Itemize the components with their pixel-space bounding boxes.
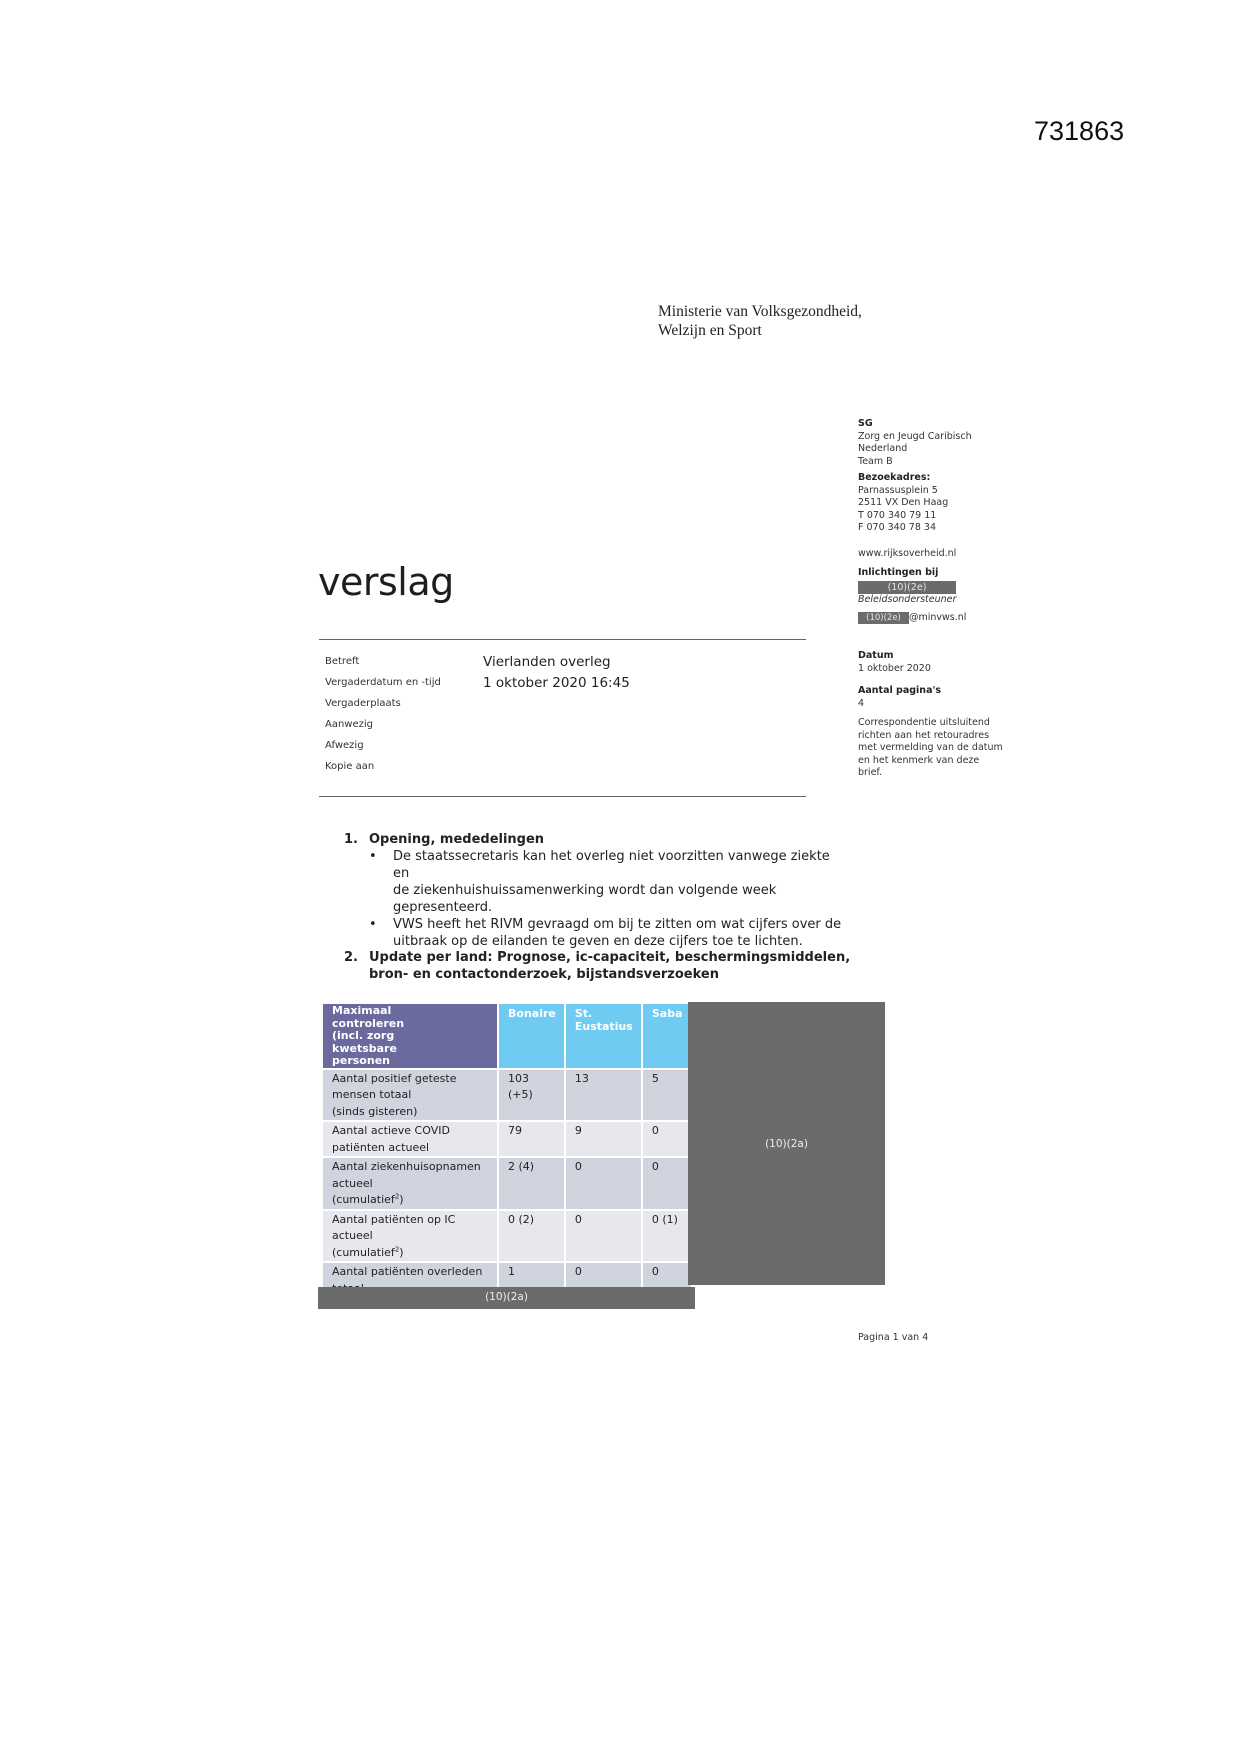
header-line: St. [574, 1007, 593, 1020]
cell-saba: 0 [642, 1262, 692, 1298]
note-line: met vermelding van de datum [858, 742, 1003, 754]
bullet-line: • VWS heeft het RIVM gevraagd om bij te zitten om wat cijfers over de [393, 917, 842, 932]
pages-heading: Aantal pagina's [858, 685, 942, 696]
label-line: Aantal positief geteste [332, 1071, 457, 1085]
meta-label-subject: Betreft [325, 656, 360, 667]
cell-bonaire: 103 (+5) [498, 1069, 565, 1122]
table-corner-header [322, 1003, 498, 1069]
meta-datetime: 1 oktober 2020 16:45 [483, 675, 630, 691]
cell-bonaire: 2 (4) [498, 1157, 565, 1210]
cell-st-eustatius: 0 [565, 1157, 642, 1210]
label-text: (cumulatief [332, 1193, 395, 1206]
section-number: 2. [344, 950, 358, 965]
label-line: actueel [332, 1229, 373, 1242]
org-line: Zorg en Jeugd Caribisch [858, 430, 972, 442]
bullet-list [369, 848, 849, 950]
document-number: 731863 [1034, 116, 1125, 146]
cell-bonaire: 79 [498, 1121, 565, 1157]
meta-label-copy: Kopie aan [325, 761, 375, 772]
row-label [322, 1121, 498, 1157]
cell-st-eustatius: 13 [565, 1069, 642, 1122]
divider [319, 639, 806, 640]
cell-saba: 0 [642, 1157, 692, 1210]
page-indicator: Pagina 1 van 4 [858, 1332, 929, 1343]
ministry-logo-text [658, 302, 862, 340]
label-line: Aantal actieve COVID [332, 1124, 450, 1137]
label-line: actueel [332, 1176, 373, 1190]
section-title-continued: bron- en contactonderzoek, bijstandsverzoeken [369, 967, 719, 982]
label-text: ) [399, 1193, 404, 1206]
section-heading [344, 949, 850, 983]
table-header-row [322, 1003, 692, 1069]
cell-st-eustatius: 0 [565, 1262, 642, 1298]
bullet-line: • De staatssecretaris kan het overleg niet voorzitten vanwege ziekte en [393, 849, 830, 881]
contact-name-redaction: (10)(2e) [858, 581, 956, 594]
column-header-st-eustatius [565, 1003, 642, 1069]
section-heading [344, 831, 544, 848]
visit-line: T 070 340 79 11 [858, 509, 937, 521]
header-line: kwetsbare [332, 1041, 397, 1055]
header-line: controleren [332, 1016, 405, 1030]
redaction-bar [318, 1287, 695, 1309]
redaction-code: (10)(2a) [485, 1291, 528, 1303]
label-text: ) [399, 1245, 404, 1259]
label-text: (cumulatief [332, 1245, 395, 1259]
sidebar-contact [858, 567, 966, 625]
redaction-block [688, 1002, 885, 1285]
org-line: Team B [858, 455, 893, 467]
email-redaction: (10)(2e) [858, 612, 909, 624]
header-line: (incl. zorg [332, 1029, 395, 1042]
meta-label-datetime: Vergaderdatum en -tijd [325, 677, 441, 688]
row-label [322, 1210, 498, 1263]
header-line: Maximaal [332, 1004, 392, 1017]
bullet-item [369, 916, 849, 950]
divider [319, 796, 806, 797]
header-line: personen [332, 1054, 390, 1067]
table-row [322, 1157, 692, 1210]
section-number: 1. [344, 832, 358, 847]
bullet-line: de ziekenhuishuissamenwerking wordt dan volgende week [393, 883, 777, 898]
cell-saba: 0 [642, 1121, 692, 1157]
label-line [332, 1192, 489, 1209]
contact-email [858, 612, 966, 625]
cell-bonaire: 0 (2) [498, 1210, 565, 1263]
info-heading: Inlichtingen bij [858, 567, 939, 578]
correspondence-note [858, 717, 1003, 780]
cell-st-eustatius: 9 [565, 1121, 642, 1157]
table-row [322, 1069, 692, 1122]
page-title: verslag [318, 560, 454, 604]
footnote-marker: 2 [394, 1244, 400, 1253]
note-line: brief. [858, 767, 883, 779]
label-line: patiënten actueel [332, 1140, 430, 1154]
website-link[interactable]: www.rijksoverheid.nl [858, 548, 957, 559]
bullet-item [369, 848, 849, 916]
visit-line: 2511 VX Den Haag [858, 497, 949, 509]
label-line: Aantal patiënten overleden [332, 1265, 483, 1278]
note-line: Correspondentie uitsluitend [858, 717, 990, 728]
meta-label-location: Vergaderplaats [325, 698, 401, 709]
cell-saba: 0 (1) [642, 1210, 692, 1263]
visit-line: F 070 340 78 34 [858, 522, 936, 534]
date-value: 1 oktober 2020 [858, 662, 931, 674]
note-line: en het kenmerk van deze [858, 754, 980, 766]
sidebar-organisation [858, 418, 972, 468]
label-line: Aantal patiënten op IC [332, 1212, 456, 1226]
covid-stats-table [321, 1002, 693, 1299]
footnote-marker: 2 [394, 1192, 400, 1201]
label-line: Aantal ziekenhuisopnamen [332, 1160, 481, 1173]
redaction-code: (10)(2a) [765, 1138, 808, 1150]
header-line: Bonaire [508, 1007, 556, 1020]
note-line: richten aan het retouradres [858, 729, 990, 741]
header-line: Saba [651, 1007, 683, 1020]
org-code: SG [858, 418, 873, 429]
ministry-line-1: Ministerie van Volksgezondheid, [658, 303, 862, 320]
meta-label-absent: Afwezig [325, 740, 364, 751]
table-row [322, 1210, 692, 1263]
ministry-line-2: Welzijn en Sport [658, 322, 762, 339]
table-row [322, 1121, 692, 1157]
visit-line: Parnassusplein 5 [858, 484, 938, 496]
label-line [332, 1245, 489, 1262]
bullet-line: gepresenteerd. [393, 900, 493, 915]
section-title: Opening, mededelingen [369, 832, 545, 847]
section-title: Update per land: Prognose, ic-capaciteit, beschermingsmiddelen, [369, 950, 851, 965]
date-heading: Datum [858, 650, 894, 661]
meta-subject: Vierlanden overleg [483, 654, 611, 670]
header-line: Eustatius [574, 1020, 633, 1033]
cell-st-eustatius: 0 [565, 1210, 642, 1263]
cell-saba: 5 [642, 1069, 692, 1122]
meta-label-present: Aanwezig [325, 719, 374, 730]
label-line: (sinds gisteren) [332, 1104, 418, 1118]
sidebar-visit-address [858, 472, 948, 535]
sidebar-date [858, 650, 931, 675]
pages-value: 4 [858, 697, 865, 709]
row-label [322, 1069, 498, 1122]
email-domain: @minvws.nl [909, 612, 967, 624]
cell-bonaire: 1 [498, 1262, 565, 1298]
org-line: Nederland [858, 443, 908, 455]
row-label [322, 1157, 498, 1210]
sidebar-pages [858, 685, 941, 710]
column-header-saba [642, 1003, 692, 1069]
label-line: mensen totaal [332, 1088, 412, 1101]
bullet-line: uitbraak op de eilanden te geven en deze cijfers toe te lichten. [393, 934, 803, 949]
contact-role: Beleidsondersteuner [858, 593, 957, 605]
column-header-bonaire [498, 1003, 565, 1069]
visit-heading: Bezoekadres: [858, 472, 931, 483]
